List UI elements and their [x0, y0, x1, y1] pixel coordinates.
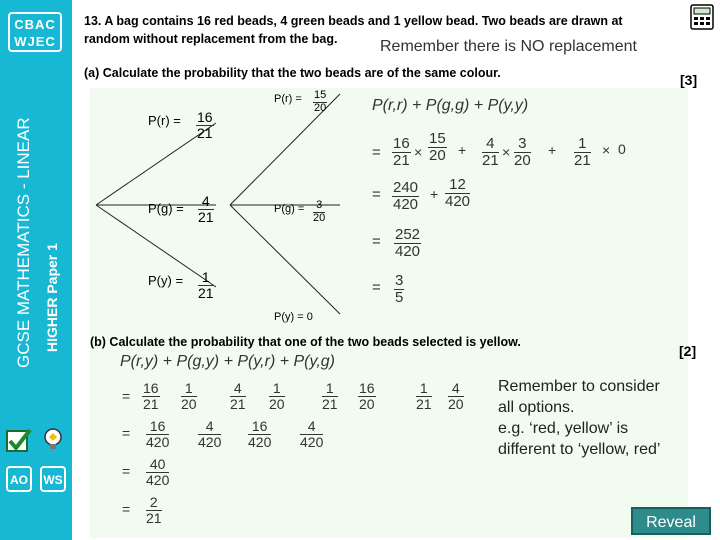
working-b-b1b-num: 1	[181, 381, 197, 397]
working-a-t2a	[482, 136, 499, 169]
working-a-l4-num: 3	[395, 272, 404, 289]
working-b-b1a-num: 16	[143, 380, 159, 396]
working-b-b4a	[416, 381, 432, 411]
working-b-b3b-num: 16	[359, 380, 375, 396]
logo-line-1: CBAC	[14, 17, 56, 32]
working-b-b1b-den: 20	[181, 395, 197, 412]
working-a-l2a-den: 420	[393, 195, 419, 213]
working-a-t1a-num: 16	[393, 135, 410, 152]
part-a-question: (a) Calculate the probability that the two beads are of the same colour.	[84, 66, 501, 80]
working-b-c1-num: 16	[146, 419, 169, 435]
working-a-plus-3: +	[430, 186, 439, 202]
working-a-t1b-den: 20	[429, 146, 446, 164]
working-a-l4-den: 5	[395, 288, 404, 306]
working-b-b4a-num: 1	[416, 381, 432, 397]
working-b-d-den: 420	[146, 471, 170, 488]
tree-first-g-den: 21	[198, 208, 214, 225]
working-b-c3-den: 420	[248, 433, 272, 450]
working-b-b3a-den: 21	[322, 395, 338, 412]
working-a-l3-den: 420	[395, 242, 421, 260]
working-b-b2b-num: 1	[269, 381, 285, 397]
tree-first-r-den: 21	[197, 124, 213, 141]
question-line-1: 13. A bag contains 16 red beads, 4 green beads and 1 yellow bead. Two beads are drawn at	[84, 14, 623, 28]
tree-diagram	[90, 88, 350, 328]
working-b-c2	[198, 419, 221, 449]
working-b-d-num: 40	[146, 457, 169, 473]
working-a-times-1: ×	[414, 144, 423, 160]
tree-first-r-fraction	[196, 110, 214, 140]
working-b-c3-num: 16	[248, 419, 271, 435]
tree-second-g-num: 3	[313, 200, 325, 213]
hint-line-3: e.g. ‘red, yellow’ is	[498, 420, 629, 437]
working-a-plus-1: +	[458, 142, 467, 158]
working-a-eq-1: =	[372, 144, 381, 161]
svg-text:WS: WS	[43, 473, 63, 487]
working-b-c1-den: 420	[146, 433, 170, 450]
working-a-t2b-den: 20	[514, 151, 531, 169]
ws-icon[interactable]	[40, 466, 66, 492]
working-a-plus-2: +	[548, 142, 557, 158]
tree-first-r-label: P(r) =	[148, 113, 181, 128]
tree-first-g-label: P(g) =	[148, 201, 184, 216]
part-b-marks: [2]	[679, 343, 697, 359]
working-b-b1b	[181, 381, 197, 411]
logo-line-2: WJEC	[14, 34, 56, 49]
working-b-b3b-den: 20	[359, 395, 375, 412]
working-b-b1a	[142, 381, 160, 411]
working-a-t2b-num: 3	[514, 136, 531, 153]
working-b-b4b	[448, 381, 464, 411]
working-a-eq-2: =	[372, 186, 381, 203]
tree-second-r-num: 15	[314, 89, 327, 101]
working-b-c3	[248, 419, 271, 449]
working-b-b3b	[358, 381, 376, 411]
hint-line-4: different to ‘yellow, red’	[498, 441, 661, 458]
tree-second-g-den: 20	[313, 211, 326, 224]
working-a-t1a-den: 21	[393, 151, 410, 169]
working-a-zero: 0	[618, 141, 626, 157]
working-a-eq-4: =	[372, 279, 381, 296]
tree-second-r-den: 20	[314, 101, 327, 114]
working-b-e	[146, 495, 162, 525]
ao-icon[interactable]	[6, 466, 32, 492]
working-b-eq-1: =	[122, 388, 131, 404]
working-a-l4	[394, 273, 404, 306]
tick-icon[interactable]	[6, 428, 32, 454]
tree-first-y-den: 21	[198, 284, 214, 301]
sidebar-title: GCSE MATHEMATICS - LINEAR	[14, 117, 33, 368]
working-a-t2a-num: 4	[482, 136, 499, 153]
working-b-b2b-den: 20	[269, 395, 285, 412]
part-a-marks: [3]	[680, 72, 698, 88]
working-a-l2b-den: 420	[445, 192, 471, 210]
working-b-c4	[300, 419, 323, 449]
working-b-c1	[146, 419, 169, 449]
tree-second-y-label: P(y) = 0	[274, 311, 313, 323]
tree-first-y-fraction	[198, 270, 214, 300]
working-b-b2b	[269, 381, 285, 411]
working-a-t1a	[392, 136, 411, 169]
working-b-b1a-den: 21	[143, 395, 159, 412]
sidebar	[0, 0, 72, 540]
working-b-c4-den: 420	[300, 433, 324, 450]
working-a-l2a	[392, 180, 419, 213]
tree-first-g-num: 4	[198, 194, 214, 210]
working-b-b4b-num: 4	[448, 381, 464, 397]
tree-second-g-label: P(g) =	[274, 203, 305, 215]
hint-note	[498, 376, 660, 460]
svg-text:AO: AO	[10, 473, 28, 487]
working-a-t3a-num: 1	[574, 136, 591, 153]
working-a-line-0: P(r,r) + P(g,g) + P(y,y)	[372, 97, 529, 114]
tree-second-r-label: P(r) =	[274, 93, 302, 105]
tree-first-y-label: P(y) =	[148, 273, 184, 288]
working-a-l3-num: 252	[395, 226, 421, 243]
working-b-e-den: 21	[146, 509, 162, 526]
hint-line-1: Remember to consider	[498, 378, 660, 395]
part-b-question: (b) Calculate the probability that one of the two beads selected is yellow.	[90, 335, 521, 349]
working-a-times-3: ×	[602, 142, 611, 158]
working-a-t3a	[574, 136, 591, 169]
remember-note: Remember there is NO replacement	[380, 38, 637, 55]
working-a-l2a-num: 240	[393, 179, 419, 196]
working-b-b2a-num: 4	[230, 381, 246, 397]
working-a-l3	[394, 227, 421, 260]
tree-first-g-fraction	[198, 194, 214, 224]
working-a-t1b	[428, 131, 447, 164]
working-a-t2b	[514, 136, 531, 169]
working-b-eq-2: =	[122, 425, 131, 441]
working-b-e-num: 2	[146, 495, 162, 511]
reveal-button[interactable]: Reveal	[631, 507, 711, 535]
working-a-eq-3: =	[372, 233, 381, 250]
working-b-eq-4: =	[122, 501, 131, 517]
working-b-b2a-den: 21	[230, 395, 246, 412]
working-b-b4a-den: 21	[416, 395, 432, 412]
working-b-b4b-den: 20	[448, 395, 464, 412]
lightbulb-icon[interactable]	[40, 426, 66, 452]
working-a-t1b-num: 15	[429, 130, 446, 147]
wjec-logo	[8, 12, 62, 52]
calculator-icon[interactable]	[690, 4, 714, 30]
working-b-b2a	[230, 381, 246, 411]
tree-second-g-fraction	[313, 200, 325, 224]
working-b-eq-3: =	[122, 463, 131, 479]
working-b-c2-den: 420	[198, 433, 222, 450]
question-line-2: random without replacement from the bag.	[84, 32, 338, 46]
working-a-l2b-num: 12	[445, 177, 470, 194]
tree-first-r-num: 16	[197, 109, 213, 125]
tree-second-r-fraction	[313, 90, 327, 114]
working-b-line-0: P(r,y) + P(g,y) + P(y,r) + P(y,g)	[120, 353, 335, 370]
working-b-c4-num: 4	[300, 419, 323, 435]
hint-line-2: all options.	[498, 399, 575, 416]
working-b-b3a-num: 1	[322, 381, 338, 397]
working-a-t3a-den: 21	[574, 151, 591, 169]
working-b-d	[146, 457, 169, 487]
working-b-c2-num: 4	[198, 419, 221, 435]
working-a-l2b	[445, 177, 470, 210]
working-a-t2a-den: 21	[482, 151, 499, 169]
working-b-b3a	[322, 381, 338, 411]
tree-first-y-num: 1	[198, 270, 214, 286]
sidebar-subtitle: HIGHER Paper 1	[44, 243, 60, 352]
working-a-times-2: ×	[502, 144, 511, 160]
